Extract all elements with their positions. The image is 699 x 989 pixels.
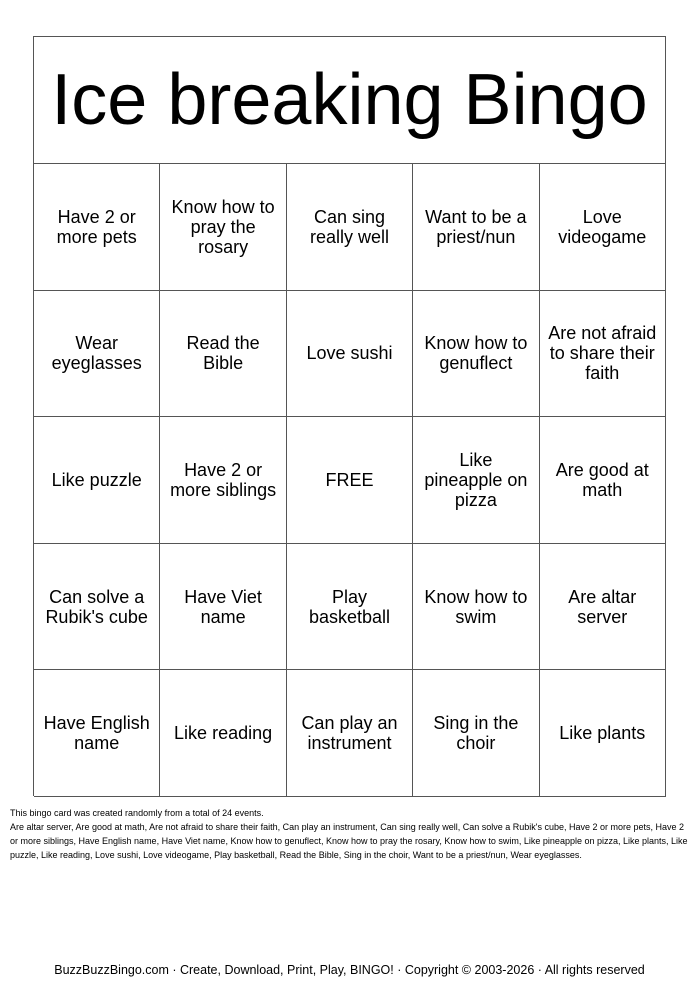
bingo-cell: Read the Bible [160,291,286,418]
bingo-cell: Like plants [540,670,666,797]
bingo-cell: Like reading [160,670,286,797]
bingo-cell: Like puzzle [34,417,160,544]
bingo-cell: Can solve a Rubik's cube [34,544,160,671]
bingo-card [33,36,666,796]
bingo-cell: Have Viet name [160,544,286,671]
bingo-cell: Have English name [34,670,160,797]
title-box [34,37,666,164]
free-space-cell: FREE [287,417,413,544]
bingo-cell: Know how to swim [413,544,539,671]
bingo-grid [34,164,666,797]
bingo-cell: Have 2 or more pets [34,164,160,291]
card-footnote [10,806,692,862]
card-title: Ice breaking Bingo [51,60,648,140]
bingo-cell: Are altar server [540,544,666,671]
bingo-cell: Like pineapple on pizza [413,417,539,544]
bingo-cell: Know how to genuflect [413,291,539,418]
bingo-cell: Are good at math [540,417,666,544]
bingo-cell: Can play an instrument [287,670,413,797]
bingo-cell: Love videogame [540,164,666,291]
footnote-events-list: Are altar server, Are good at math, Are not afraid to share their faith, Can play an instrument, Can sing really well, Can solve a Rubik's cube, Have 2 or more pets, Have 2 or more siblings, Have English name, Have Viet name, Know how to genuflect, Know how to pray the rosary, Know how to swim, Like pineapple on pizza, Like plants, Like puzzle, Like reading, Love sushi, Love videogame, Play basketball, Read the Bible, Sing in the choir, Want to be a priest/nun, Wear eyeglasses. [10,822,688,860]
page-footer: BuzzBuzzBingo.com · Create, Download, Print, Play, BINGO! · Copyright © 2003-2026 · All rights reserved [54,963,645,977]
bingo-cell: Play basketball [287,544,413,671]
bingo-cell: Want to be a priest/nun [413,164,539,291]
bingo-cell: Love sushi [287,291,413,418]
bingo-cell: Wear eyeglasses [34,291,160,418]
bingo-cell: Know how to pray the rosary [160,164,286,291]
bingo-cell: Sing in the choir [413,670,539,797]
footnote-intro: This bingo card was created randomly from a total of 24 events. [10,808,264,818]
bingo-cell: Have 2 or more siblings [160,417,286,544]
bingo-cell: Are not afraid to share their faith [540,291,666,418]
bingo-cell: Can sing really well [287,164,413,291]
